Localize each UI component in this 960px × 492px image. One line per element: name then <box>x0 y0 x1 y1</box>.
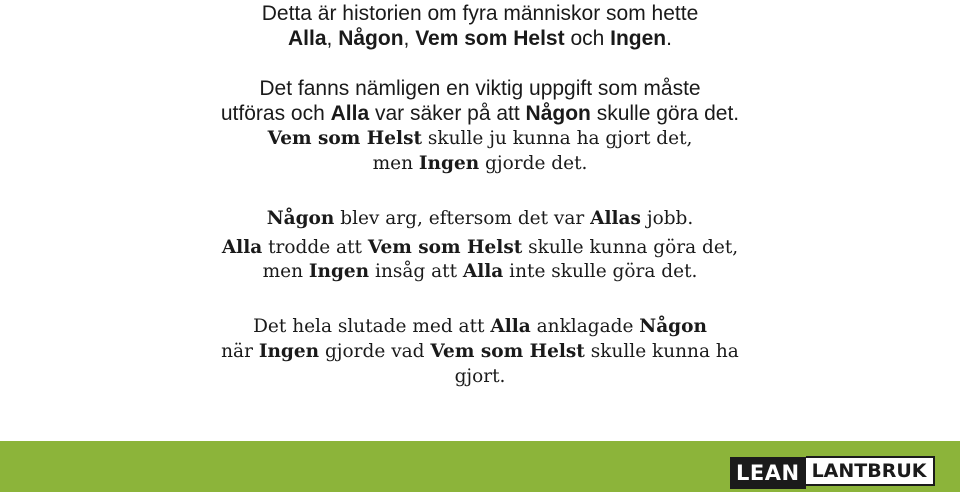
logo-lean-text: LEAN <box>730 457 806 489</box>
text-line: Det fanns nämligen en viktig uppgift som måste <box>259 77 701 100</box>
text-line: Detta är historien om fyra människor som hette <box>261 2 699 25</box>
text-line: Någon blev arg, eftersom det var Allas jobb. <box>266 208 694 229</box>
text-line: men Ingen insåg att Alla inte skulle göra det. <box>262 261 698 282</box>
text-line: gjort. <box>454 366 506 387</box>
paragraph-conflict <box>0 205 960 285</box>
text-line: men Ingen gjorde det. <box>372 153 588 174</box>
text-line: utföras och Alla var säker på att Någon skulle göra det. <box>220 102 740 125</box>
paragraph-task <box>0 76 960 176</box>
logo-lantbruk-text: LANTBRUK <box>806 456 935 486</box>
text-line: Alla trodde att Vem som Helst skulle kunna göra det, <box>221 237 739 258</box>
text-line: när Ingen gjorde vad Vem som Helst skulle kunna ha <box>221 341 739 362</box>
text-line: Det hela slutade med att Alla anklagade Någon <box>253 316 707 337</box>
paragraph-intro <box>0 1 960 51</box>
lean-lantbruk-logo <box>730 457 935 489</box>
text-line: Vem som Helst skulle ju kunna ha gjort det, <box>267 128 693 149</box>
paragraph-ending <box>0 314 960 389</box>
text-line: Alla, Någon, Vem som Helst och Ingen. <box>288 27 672 50</box>
